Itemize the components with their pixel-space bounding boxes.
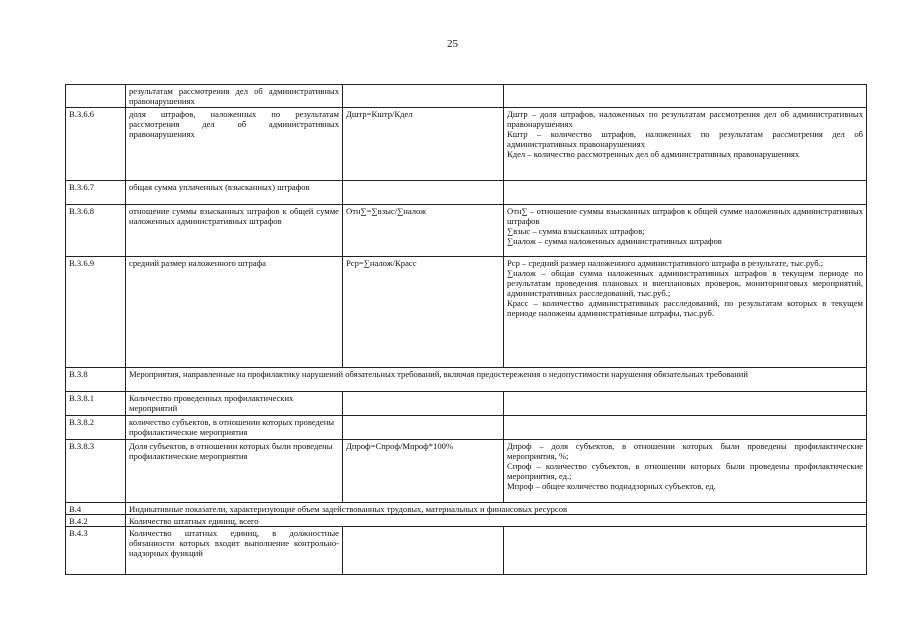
formula-cell: [343, 527, 504, 575]
name-cell: доля штрафов, наложенных по результатам рассмотрения дел об административных правонарушениях: [126, 108, 343, 181]
description-cell: Рср – средний размер наложенного административного штрафа в результате, тыс.руб.; ∑налож – общая сумма наложенных административных штрафов в текущем периоде по результатам проведения плановых и внеплановых проверок, мониторинговых мероприятий, административных расследований, тыс.руб.; Красс – количество административных расследований, по результатам которых в текущем периоде наложены административные штрафы, тыс.руб.: [504, 257, 867, 368]
formula-cell: Дпроф=Спроф/Мпроф*100%: [343, 440, 504, 503]
table-row: [66, 503, 867, 515]
code-cell: В.3.8: [66, 368, 126, 392]
code-cell: [66, 85, 126, 108]
table-row: [66, 416, 867, 440]
table-row: [66, 85, 867, 108]
name-cell: результатам рассмотрения дел об административных правонарушениях: [126, 85, 343, 108]
formula-cell: Дштр=Кштр/Кдел: [343, 108, 504, 181]
formula-cell: Отн∑=∑взыс/∑налож: [343, 205, 504, 257]
name-cell: количество субъектов, в отношении которых проведены профилактические мероприятия: [126, 416, 343, 440]
code-cell: В.3.8.1: [66, 392, 126, 416]
name-cell: Доля субъектов, в отношении которых были проведены профилактические мероприятия: [126, 440, 343, 503]
table-row: [66, 440, 867, 503]
code-cell: В.4.3: [66, 527, 126, 575]
indicators-table: [65, 84, 867, 575]
name-cell: общая сумма уплаченных (взысканных) штрафов: [126, 181, 343, 205]
description-cell: [504, 85, 867, 108]
section-heading-cell: Количество штатных единиц, всего: [126, 515, 867, 527]
name-cell: отношение суммы взысканных штрафов к общей сумме наложенных административных штрафов: [126, 205, 343, 257]
code-cell: В.3.6.9: [66, 257, 126, 368]
table-row: [66, 392, 867, 416]
description-cell: [504, 416, 867, 440]
formula-cell: [343, 416, 504, 440]
code-cell: В.3.6.7: [66, 181, 126, 205]
table-row: [66, 205, 867, 257]
code-cell: В.3.8.3: [66, 440, 126, 503]
code-cell: В.4: [66, 503, 126, 515]
formula-cell: Рср=∑налож/Красс: [343, 257, 504, 368]
code-cell: В.3.8.2: [66, 416, 126, 440]
formula-cell: [343, 181, 504, 205]
table-row: [66, 181, 867, 205]
description-cell: [504, 181, 867, 205]
code-cell: В.4.2: [66, 515, 126, 527]
table-row: [66, 368, 867, 392]
description-cell: Дпроф – доля субъектов, в отношении которых были проведены профилактические мероприятия, %; Спроф – количество субъектов, в отношении которых были проведены профилактические мероприятия, ед.; Мпроф – общее количество поднадзорных субъектов, ед.: [504, 440, 867, 503]
name-cell: Количество проведенных профилактических мероприятий: [126, 392, 343, 416]
code-cell: В.3.6.6: [66, 108, 126, 181]
formula-cell: [343, 392, 504, 416]
code-cell: В.3.6.8: [66, 205, 126, 257]
description-cell: Дштр – доля штрафов, наложенных по результатам рассмотрения дел об административных правонарушениях Кштр – количество штрафов, наложенных по результатам рассмотрения дел об административных правонарушениях Кдел – количество рассмотренных дел об административных правонарушениях: [504, 108, 867, 181]
table-row: [66, 257, 867, 368]
table-row: [66, 527, 867, 575]
description-cell: [504, 527, 867, 575]
table-row: [66, 515, 867, 527]
formula-cell: [343, 85, 504, 108]
name-cell: средний размер наложенного штрафа: [126, 257, 343, 368]
description-cell: Отн∑ – отношение суммы взысканных штрафов к общей сумме наложенных административных штрафов ∑взыс – сумма взысканных штрафов; ∑налож – сумма наложенных административных штрафов: [504, 205, 867, 257]
description-cell: [504, 392, 867, 416]
table-row: [66, 108, 867, 181]
page-number: 25: [447, 38, 458, 50]
section-heading-cell: Индикативные показатели, характеризующие объем задействованных трудовых, материальных и финансовых ресурсов: [126, 503, 867, 515]
name-cell: Количество штатных единиц, в должностные обязанности которых входит выполнение контрольно-надзорных функций: [126, 527, 343, 575]
section-heading-cell: Мероприятия, направленные на профилактику нарушений обязательных требований, включая предостережения о недопустимости нарушения обязательных требований: [126, 368, 867, 392]
